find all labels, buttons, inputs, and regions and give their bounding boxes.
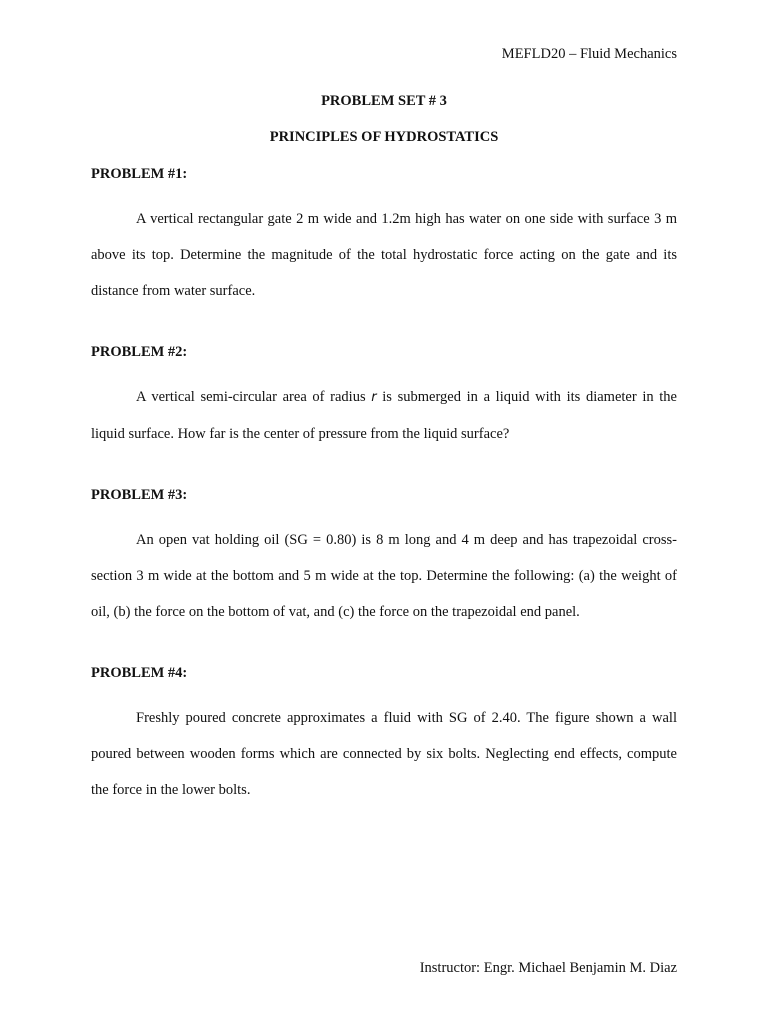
- topic-title: PRINCIPLES OF HYDROSTATICS: [269, 129, 499, 145]
- problem-text: An open vat holding oil (SG = 0.80) is 8 m long and 4 m deep and has trapezoidal cross-section 3 m wide at the bottom and 5 m wide at the top. Determine the following: (a) the weight of oil, (b) the force on the bottom of vat, and (c) the force on the trapezoidal end panel.: [91, 532, 677, 620]
- problem-1: [91, 165, 677, 309]
- instructor-footer: Instructor: Engr. Michael Benjamin M. Diaz: [419, 960, 677, 976]
- problem-text-before: A vertical semi-circular area of radius: [136, 389, 372, 405]
- problem-set-title: PROBLEM SET # 3: [321, 93, 447, 109]
- problem-text: [91, 379, 677, 452]
- problem-heading: PROBLEM #1:: [91, 166, 188, 182]
- problem-3: [91, 486, 677, 630]
- problem-heading: PROBLEM #2:: [91, 344, 188, 360]
- problem-text-after: is submerged in a liquid with its diameter in the liquid surface. How far is the center of pressure from the liquid surface?: [91, 389, 677, 442]
- problem-4: [91, 664, 677, 808]
- problem-text: A vertical rectangular gate 2 m wide and 1.2m high has water on one side with surface 3 m above its top. Determine the magnitude of the total hydrostatic force acting on the gate and its distance from water surface.: [91, 211, 677, 299]
- course-header: MEFLD20 – Fluid Mechanics: [501, 46, 677, 62]
- problem-heading: PROBLEM #3:: [91, 487, 188, 503]
- problem-text: Freshly poured concrete approximates a fluid with SG of 2.40. The figure shown a wall poured between wooden forms which are connected by six bolts. Neglecting end effects, compute the force in the lower bolts.: [91, 710, 677, 798]
- radius-variable: r: [371, 390, 377, 405]
- problem-2: [91, 343, 677, 452]
- problem-heading: PROBLEM #4:: [91, 665, 188, 681]
